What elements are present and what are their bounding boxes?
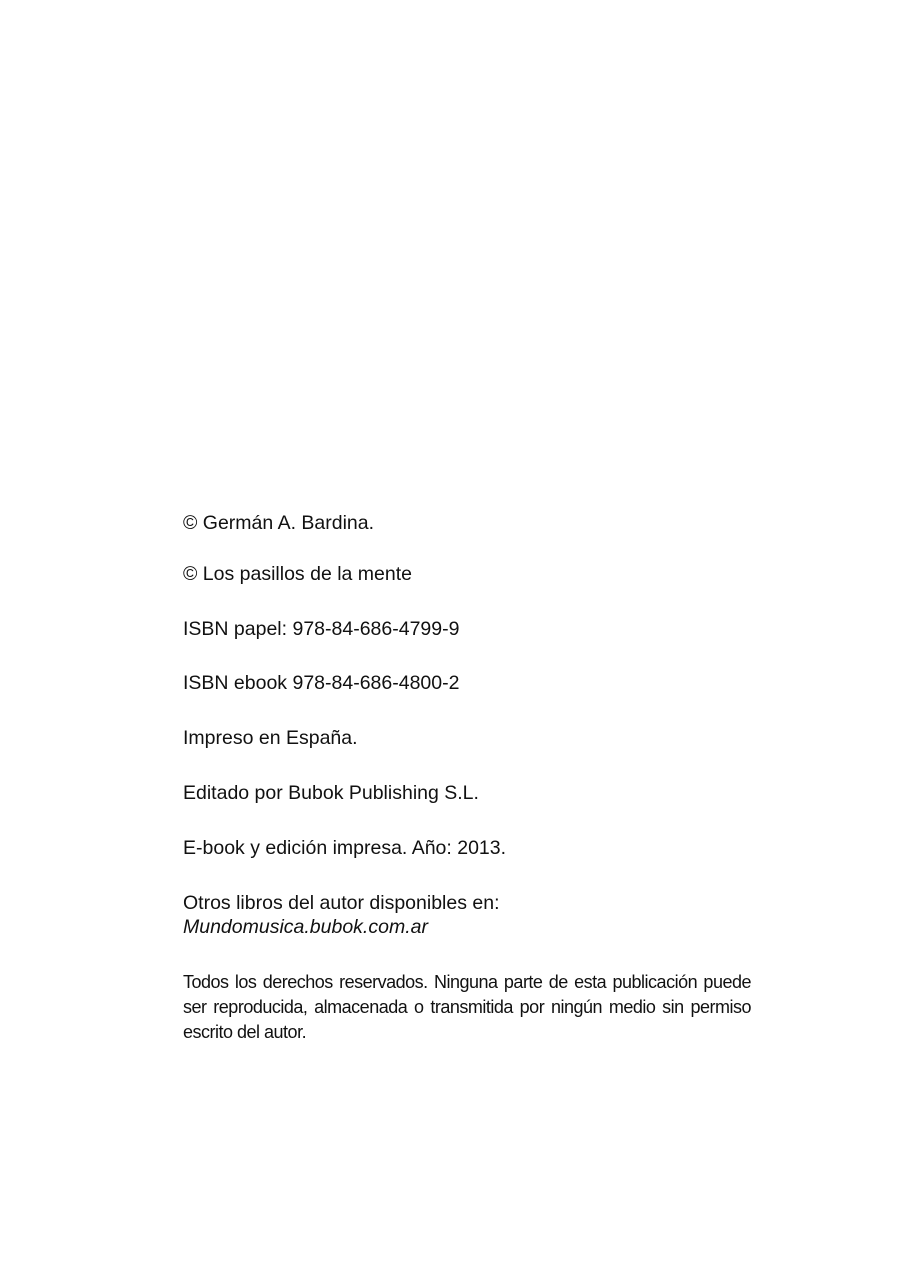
other-books-url: Mundomusica.bubok.com.ar [183, 916, 428, 938]
edition: E-book y edición impresa. Año: 2013. [183, 837, 507, 859]
copyright-title: © Los pasillos de la mente [183, 563, 412, 585]
rights-notice: Todos los derechos reservados. Ninguna parte de esta publicación puede ser reproducida, almacenada o transmitida por ningún medio sin permiso escrito del autor. [183, 972, 751, 1042]
copyright-author: © Germán A. Bardina. [183, 512, 375, 534]
other-books-label: Otros libros del autor disponibles en: [183, 892, 500, 914]
isbn-ebook: ISBN ebook 978-84-686-4800-2 [183, 672, 460, 694]
publisher: Editado por Bubok Publishing S.L. [183, 782, 479, 804]
isbn-paper: ISBN papel: 978-84-686-4799-9 [183, 618, 460, 640]
printed-in: Impreso en España. [183, 727, 358, 749]
